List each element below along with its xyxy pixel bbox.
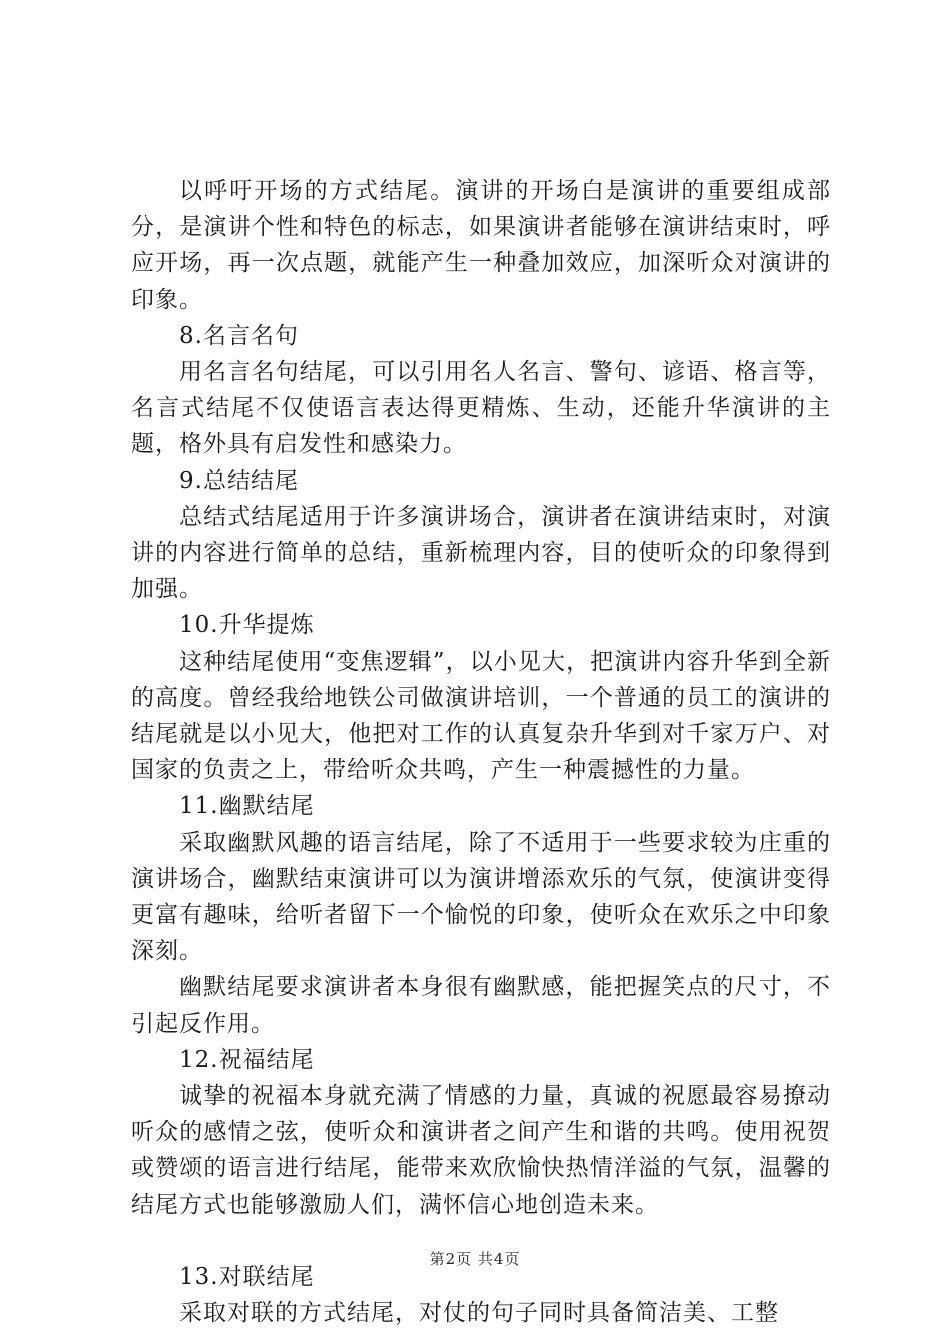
paragraph-humor-note: 幽默结尾要求演讲者本身很有幽默感，能把握笑点的尺寸，不引起反作用。 bbox=[131, 974, 831, 1037]
heading-quotes: 8.名言名句 bbox=[179, 322, 299, 349]
paragraph-humor: 采取幽默风趣的语言结尾，除了不适用于一些要求较为庄重的演讲场合，幽默结束演讲可以为演讲增添欢乐的气氛，使演讲变得更富有趣味，给听者留下一个愉悦的印象，使听众在欢乐之中印象深刻。 bbox=[131, 829, 831, 965]
heading-summary: 9.总结结尾 bbox=[179, 467, 299, 494]
paragraph-couplet: 采取对联的方式结尾，对仗的句子同时具备简洁美、工整 bbox=[179, 1300, 779, 1327]
paragraph-closing-callback: 以呼吁开场的方式结尾。演讲的开场白是演讲的重要组成部分，是演讲个性和特色的标志，如果演讲者能够在演讲结束时，呼应开场，再一次点题，就能产生一种叠加效应，加深听众对演讲的印象。 bbox=[131, 178, 831, 313]
paragraph-sublimation: 这种结尾使用“变焦逻辑”，以小见大，把演讲内容升华到全新的高度。曾经我给地铁公司做演讲培训，一个普通的员工的演讲的结尾就是以小见大，他把对工作的认真复杂升华到对千家万户、对国家的负责之上，带给听众共鸣，产生一种震撼性的力量。 bbox=[131, 648, 831, 784]
page-number-footer: 第2页 共4页 bbox=[429, 1250, 521, 1268]
heading-sublimation: 10.升华提炼 bbox=[179, 612, 315, 639]
paragraph-summary: 总结式结尾适用于许多演讲场合，演讲者在演讲结束时，对演讲的内容进行简单的总结，重新梳理内容，目的使听众的印象得到加强。 bbox=[131, 503, 831, 603]
paragraph-quotes: 用名言名句结尾，可以引用名人名言、警句、谚语、格言等，名言式结尾不仅使语言表达得更精炼、生动，还能升华演讲的主题，格外具有启发性和感染力。 bbox=[131, 359, 831, 458]
document-body bbox=[131, 173, 831, 1331]
heading-couplet: 13.对联结尾 bbox=[179, 1263, 315, 1290]
heading-blessing: 12.祝福结尾 bbox=[179, 1046, 315, 1073]
paragraph-blessing: 诚挚的祝福本身就充满了情感的力量，真诚的祝愿最容易撩动听众的感情之弦，使听众和演讲者之间产生和谐的共鸣。使用祝贺或赞颂的语言进行结尾，能带来欢欣愉快热情洋溢的气氛，温馨的结尾方式也能够激励人们，满怀信心地创造未来。 bbox=[131, 1083, 831, 1218]
heading-humor: 11.幽默结尾 bbox=[179, 793, 315, 820]
